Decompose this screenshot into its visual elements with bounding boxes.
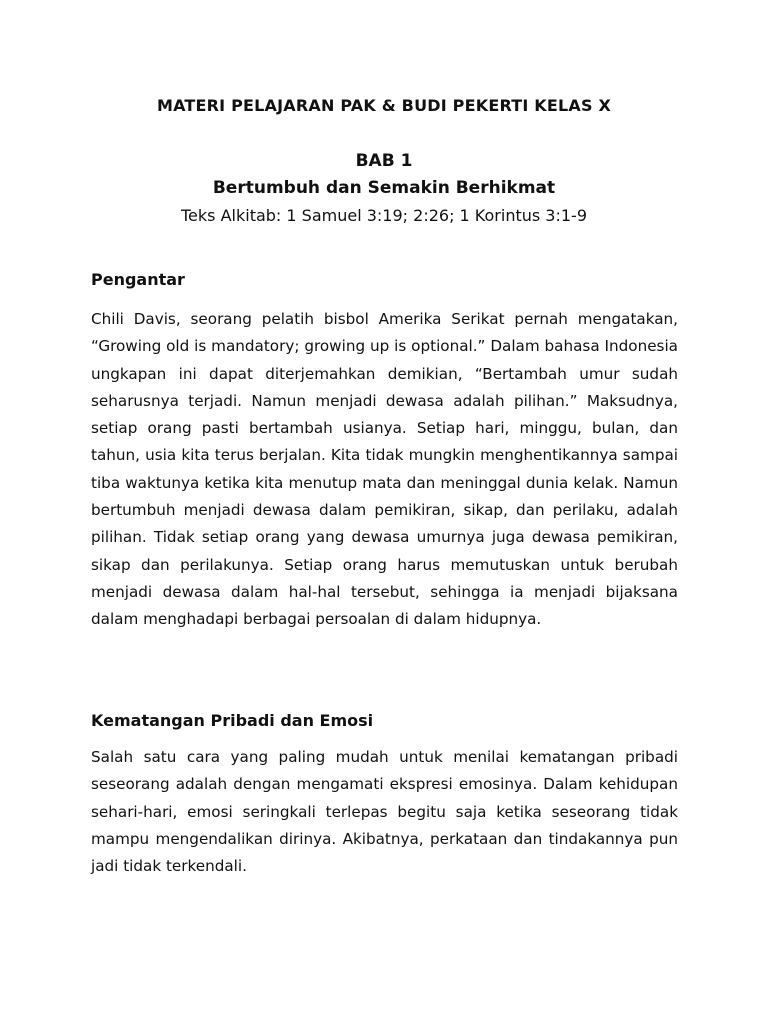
chapter-title: Bertumbuh dan Semakin Berhikmat xyxy=(212,178,556,198)
section-paragraph-kematangan: Salah satu cara yang paling mudah untuk menilai kematangan pribadi seseorang adalah dengan mengamati ekspresi emosinya. Dalam kehidupan sehari-hari, emosi seringkali terlepas begitu saja ketika seseorang tidak mampu mengendalikan dirinya. Akibatnya, perkataan dan tindakannya pun jadi tidak terkendali. xyxy=(91,748,678,876)
section-paragraph-pengantar: Chili Davis, seorang pelatih bisbol Amerika Serikat pernah mengatakan, “Growing old is mandatory; growing up is optional.” Dalam bahasa Indonesia ungkapan ini dapat diterjemahkan demikian, “Bertambah umur sudah seharusnya terjadi. Namun menjadi dewasa adalah pilihan.” Maksudnya, setiap orang pasti bertambah usianya. Setiap hari, minggu, bulan, dan tahun, usia kita terus berjalan. Kita tidak mungkin menghentikannya sampai tiba waktunya ketika kita menutup mata dan meninggal dunia kelak. Namun bertumbuh menjadi dewasa dalam pemikiran, sikap, dan perilaku, adalah pilihan. Tidak setiap orang yang dewasa umurnya juga dewasa pemikiran, sikap dan perilakunya. Setiap orang harus memutuskan untuk berubah menjadi dewasa dalam hal-hal tersebut, sehingga ia menjadi bijaksana dalam menghadapi berbagai persoalan di dalam hidupnya. xyxy=(91,310,678,629)
scripture-reference: Teks Alkitab: 1 Samuel 3:19; 2:26; 1 Korintus 3:1-9 xyxy=(181,206,587,225)
document-title: MATERI PELAJARAN PAK & BUDI PEKERTI KELAS X xyxy=(156,96,612,115)
chapter-number: BAB 1 xyxy=(355,151,413,171)
section-heading-pengantar: Pengantar xyxy=(91,270,185,289)
section-heading-kematangan: Kematangan Pribadi dan Emosi xyxy=(91,711,374,730)
